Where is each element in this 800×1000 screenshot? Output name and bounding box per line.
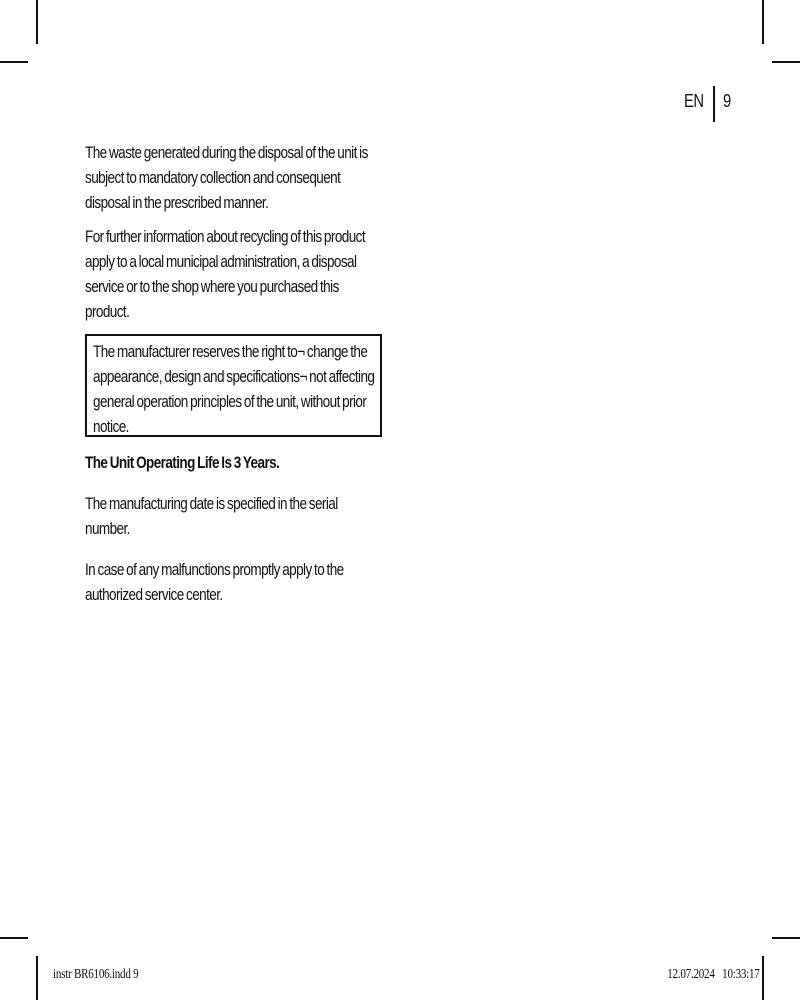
page-number: 9 <box>723 91 732 111</box>
service-center-paragraph: In case of any malfunctions promptly apply to the authorized service center. <box>85 561 344 604</box>
main-content <box>85 141 390 608</box>
footer-timestamp: 12.07.2024 10:33:17 <box>667 966 760 981</box>
recycling-paragraph: For further information about recycling of this product apply to a local municipal administration, a disposal service or to the shop where you purchased this product. <box>85 228 366 321</box>
crop-mark-bottom-right-horizontal <box>772 937 800 939</box>
crop-mark-top-left-horizontal <box>0 61 28 63</box>
crop-mark-bottom-left-horizontal <box>0 937 28 939</box>
page-header <box>660 86 750 126</box>
language-code: EN <box>684 91 704 111</box>
manufacturer-notice-text: The manufacturer reserves the right to¬ change the appearance, design and specifications¬ not affecting general operation principles of the unit, without prior notice. <box>93 343 375 436</box>
disposal-paragraph: The waste generated during the disposal of the unit is subject to mandatory collection and consequent disposal in the prescribed manner. <box>85 144 368 212</box>
crop-mark-bottom-left-vertical <box>36 956 38 1000</box>
crop-mark-top-left-vertical <box>36 0 38 44</box>
manufacturer-notice-box <box>85 334 382 437</box>
header-divider <box>713 86 715 122</box>
crop-mark-top-right-vertical <box>762 0 764 44</box>
crop-mark-top-right-horizontal <box>772 61 800 63</box>
operating-life-heading: The Unit Operating Life Is 3 Years. <box>85 454 280 472</box>
crop-mark-bottom-right-vertical <box>762 956 764 1000</box>
footer-file-name: instr BR6106.indd 9 <box>53 966 139 981</box>
manufacturing-date-paragraph: The manufacturing date is specified in the serial number. <box>85 495 338 538</box>
